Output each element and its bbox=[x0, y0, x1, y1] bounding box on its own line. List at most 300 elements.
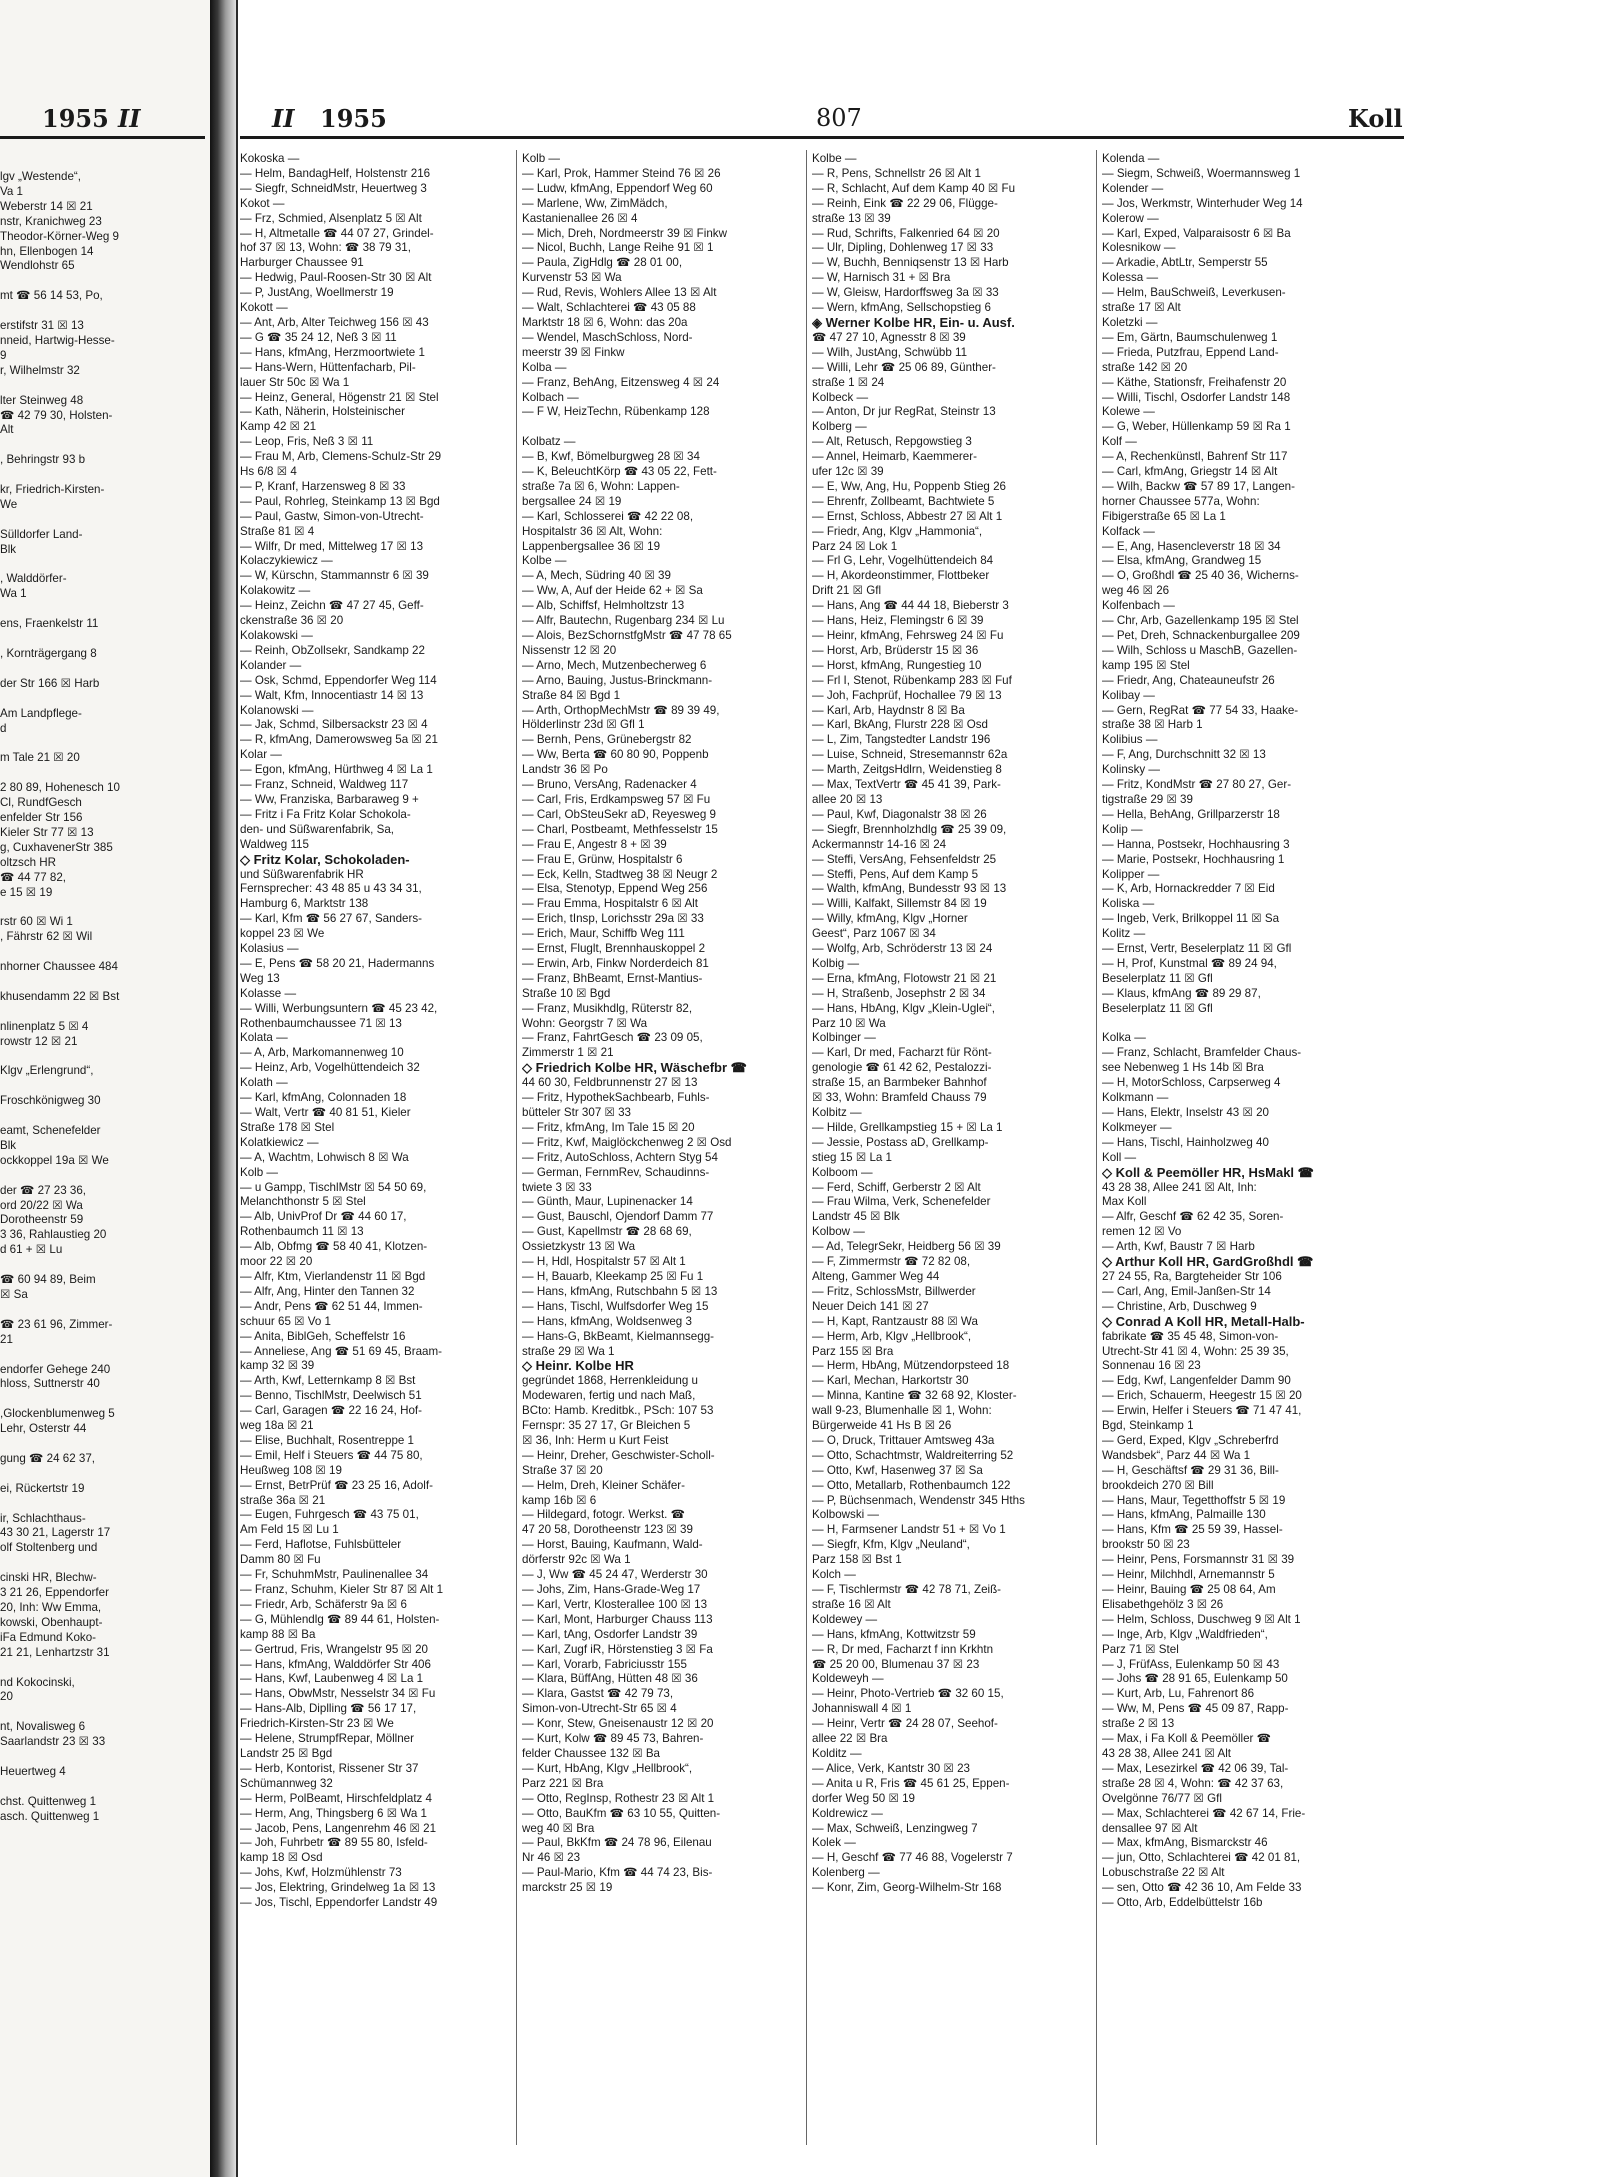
directory-entry-line: brookstr 50 ☒ 23 bbox=[1102, 1538, 1190, 1552]
directory-entry-line: Fernspr: 35 27 17, Gr Bleichen 5 bbox=[522, 1419, 691, 1433]
directory-entry-line: Kolberg — bbox=[812, 420, 867, 434]
directory-entry-line: — K, Arb, Hornackredder 7 ☒ Eid bbox=[1102, 882, 1275, 896]
directory-entry-line: Kolka — bbox=[1102, 1031, 1146, 1045]
directory-entry-line bbox=[0, 662, 205, 677]
directory-entry-line: — Hans-G, BkBeamt, Kielmannsegg- bbox=[522, 1329, 715, 1343]
right-page bbox=[236, 0, 1600, 2177]
directory-entry-line: Sülldorfer Land- bbox=[0, 527, 83, 541]
directory-entry-line: — Elsa, Stenotyp, Eppend Weg 256 bbox=[522, 882, 708, 896]
directory-entry-line: lauer Str 50c ☒ Wa 1 bbox=[240, 375, 350, 389]
directory-column-1 bbox=[240, 152, 510, 2142]
directory-entry-line: — Reinh, Eink ☎ 22 29 06, Flügge- bbox=[812, 196, 998, 210]
directory-entry-line: Johanniswall 4 ☒ 1 bbox=[812, 1702, 912, 1716]
directory-column-4 bbox=[1102, 152, 1372, 2142]
directory-entry-line: — Gertrud, Fris, Wrangelstr 95 ☒ 20 bbox=[240, 1642, 429, 1656]
directory-entry-line: Kamp 42 ☒ 21 bbox=[240, 420, 317, 434]
directory-entry-line: Bürgerweide 41 Hs B ☒ 26 bbox=[812, 1419, 952, 1433]
directory-entry-line: Kolfenbach — bbox=[1102, 599, 1175, 613]
directory-entry-line: Marktstr 18 ☒ 6, Wohn: das 20a bbox=[522, 315, 688, 329]
directory-entry-line: 43 30 21, Lagerstr 17 bbox=[0, 1526, 111, 1540]
directory-entry-line: Lappenbergsallee 36 ☒ 19 bbox=[522, 539, 661, 553]
directory-entry-line: ei, Rückertstr 19 bbox=[0, 1481, 85, 1495]
directory-entry-line: — Walt, Vertr ☎ 40 81 51, Kieler bbox=[240, 1106, 411, 1119]
directory-entry-line: Kolb — bbox=[522, 152, 561, 165]
directory-entry-line: — Gust, Kapellmstr ☎ 28 68 69, bbox=[522, 1225, 692, 1239]
directory-entry-line: — Carl, kfmAng, Griegstr 14 ☒ Alt bbox=[1102, 465, 1278, 479]
directory-entry-line bbox=[0, 1169, 205, 1184]
directory-entry-line: Beselerplatz 11 ☒ Gfl bbox=[1102, 971, 1213, 985]
directory-entry-line: remen 12 ☒ Vo bbox=[1102, 1225, 1182, 1239]
directory-entry-line: — Inge, Arb, Klgv „Waldfrieden“, bbox=[1102, 1627, 1268, 1641]
directory-entry-line: — Rud, Schrifts, Falkenried 64 ☒ 20 bbox=[812, 226, 1000, 240]
directory-entry-line: nlinenplatz 5 ☒ 4 bbox=[0, 1019, 89, 1033]
directory-entry-line: meerstr 39 ☒ Finkw bbox=[522, 345, 625, 359]
directory-entry-line: chst. Quittenweg 1 bbox=[0, 1794, 97, 1808]
directory-entry-line: Parz 221 ☒ Bra bbox=[522, 1776, 604, 1790]
directory-entry-line: — Siegfr, Kfm, Klgv „Neuland“, bbox=[812, 1538, 970, 1552]
directory-entry-line: Kolba — bbox=[522, 360, 567, 374]
directory-entry-line bbox=[0, 1497, 205, 1512]
directory-entry-line: Hospitalstr 36 ☒ Alt, Wohn: bbox=[522, 524, 663, 538]
directory-column-2 bbox=[522, 152, 792, 2142]
directory-entry-line: Utrecht-Str 41 ☒ 4, Wohn: 25 39 35, bbox=[1102, 1344, 1289, 1358]
directory-entry-line: — Heinr, kfmAng, Fehrsweg 24 ☒ Fu bbox=[812, 629, 1004, 642]
directory-entry-line: oltzsch HR bbox=[0, 855, 57, 869]
directory-entry-line: allee 20 ☒ 13 bbox=[812, 792, 883, 806]
left-page-column bbox=[0, 170, 205, 2130]
directory-entry-line: — Edg, Kwf, Langenfelder Damm 90 bbox=[1102, 1374, 1291, 1388]
directory-entry-line: — Jacob, Pens, Langenrehm 46 ☒ 21 bbox=[240, 1821, 437, 1835]
directory-entry-line: — Karl, Zugf iR, Hörstenstieg 3 ☒ Fa bbox=[522, 1642, 713, 1656]
directory-entry-line bbox=[0, 1437, 205, 1452]
directory-entry-line: — Paul, Gastw, Simon-von-Utrecht- bbox=[240, 509, 424, 523]
directory-entry-line: — Jak, Schmd, Silbersackstr 23 ☒ 4 bbox=[240, 718, 428, 732]
right-header-rule bbox=[240, 136, 1404, 139]
directory-entry-line: — Minna, Kantine ☎ 32 68 92, Kloster- bbox=[812, 1389, 1017, 1403]
directory-entry-line: — u Gampp, TischlMstr ☒ 54 50 69, bbox=[240, 1180, 427, 1194]
directory-entry-line: — Ferd, Schiff, Gerberstr 2 ☒ Alt bbox=[812, 1180, 981, 1194]
directory-entry-line: 20, Inh: Ww Emma, bbox=[0, 1601, 102, 1614]
directory-entry-line: — Jos, Elektring, Grindelweg 1a ☒ 13 bbox=[240, 1881, 436, 1895]
directory-entry-line: Heuertweg 4 bbox=[0, 1764, 66, 1778]
directory-entry-line: — Ernst, BetrPrüf ☎ 23 25 16, Adolf- bbox=[240, 1478, 433, 1492]
directory-entry-line: — Fritz, AutoSchloss, Achtern Styg 54 bbox=[522, 1150, 718, 1164]
directory-entry-line: bütteler Str 307 ☒ 33 bbox=[522, 1106, 632, 1119]
directory-entry-line: Weg 13 bbox=[240, 971, 280, 985]
directory-entry-line: — Fritz i Fa Fritz Kolar Schokola- bbox=[240, 807, 411, 821]
directory-entry-line: — Johs, Zim, Hans-Grade-Weg 17 bbox=[522, 1583, 701, 1596]
directory-entry-line: Landstr 25 ☒ Bgd bbox=[240, 1746, 333, 1760]
directory-entry-line: — Hans, Maur, Tegetthoffstr 5 ☒ 19 bbox=[1102, 1493, 1286, 1507]
directory-entry-line: — Heinr, Pens, Forsmannstr 31 ☒ 39 bbox=[1102, 1553, 1295, 1567]
directory-entry-line: Geest“, Parz 1067 ☒ 34 bbox=[812, 927, 936, 941]
directory-entry-line: — Siegfr, SchneidMstr, Heuertweg 3 bbox=[240, 181, 427, 195]
directory-entry-line: — Hans, Kwf, Laubenweg 4 ☒ La 1 bbox=[240, 1672, 424, 1686]
directory-entry-line: weg 18a ☒ 21 bbox=[240, 1419, 314, 1433]
directory-entry-line: schuur 65 ☒ Vo 1 bbox=[240, 1314, 331, 1328]
directory-entry-line: ◇ Heinr. Kolbe HR bbox=[522, 1358, 634, 1374]
directory-entry-line: — Hans, Heiz, Flemingstr 6 ☒ 39 bbox=[812, 614, 984, 628]
directory-entry-line bbox=[0, 602, 205, 617]
directory-entry-line: Simon-von-Utrecht-Str 65 ☒ 4 bbox=[522, 1702, 677, 1716]
directory-entry-line: endorfer Gehege 240 bbox=[0, 1362, 111, 1376]
directory-entry-line: — Alb, Schiffsf, Helmholtzstr 13 bbox=[522, 599, 685, 613]
directory-entry-line: 43 28 38, Allee 241 ☒ Alt bbox=[1102, 1746, 1232, 1760]
directory-entry-line: nd Kokocinski, bbox=[0, 1675, 75, 1689]
directory-entry-line: — Alb, UnivProf Dr ☎ 44 60 17, bbox=[240, 1210, 407, 1224]
directory-entry-line: — Erich, Schauerm, Heegestr 15 ☒ 20 bbox=[1102, 1389, 1302, 1403]
directory-entry-line: Rothenbaumch 11 ☒ 13 bbox=[240, 1225, 364, 1239]
directory-entry-line: — Horst, Bauing, Kaufmann, Wald- bbox=[522, 1538, 703, 1552]
directory-entry-line: Kolender — bbox=[1102, 181, 1164, 195]
directory-entry-line: — W, Kürschn, Stammannstr 6 ☒ 39 bbox=[240, 569, 429, 583]
directory-entry-line: — Karl, Exped, Valparaisostr 6 ☒ Ba bbox=[1102, 226, 1291, 240]
directory-entry-line: kamp 32 ☒ 39 bbox=[240, 1359, 315, 1373]
directory-entry-line: Kolbe — bbox=[522, 554, 567, 568]
directory-entry-line: — Walth, kfmAng, Bundesstr 93 ☒ 13 bbox=[812, 882, 1007, 896]
directory-entry-line: — R, Schlacht, Auf dem Kamp 40 ☒ Fu bbox=[812, 181, 1016, 195]
directory-entry-line: — J, Ww ☎ 45 24 47, Werderstr 30 bbox=[522, 1568, 708, 1582]
directory-entry-line: — Nicol, Buchh, Lange Reihe 91 ☒ 1 bbox=[522, 241, 714, 255]
directory-entry-line: — Jessie, Postass aD, Grellkamp- bbox=[812, 1135, 989, 1149]
directory-entry-line: Kolbeck — bbox=[812, 390, 869, 404]
directory-entry-line: — Jos, Tischl, Eppendorfer Landstr 49 bbox=[240, 1896, 438, 1910]
directory-entry-line: — Hans, Tischl, Wulfsdorfer Weg 15 bbox=[522, 1299, 709, 1313]
directory-entry-line: — Ernst, Fluglt, Brennhauskoppel 2 bbox=[522, 942, 706, 956]
directory-entry-line: — Frau Wilma, Verk, Schenefelder bbox=[812, 1195, 991, 1209]
directory-entry-line: — Siegfr, Brennholzhdlg ☎ 25 39 09, bbox=[812, 822, 1007, 836]
directory-entry-line: moor 22 ☒ 20 bbox=[240, 1255, 313, 1269]
column-divider bbox=[806, 150, 807, 2145]
directory-entry-line bbox=[0, 1049, 205, 1064]
directory-entry-line: Kolata — bbox=[240, 1031, 288, 1045]
directory-entry-line: Kolanowski — bbox=[240, 703, 314, 717]
directory-entry-line: — Helm, Schloss, Duschweg 9 ☒ Alt 1 bbox=[1102, 1612, 1301, 1626]
directory-entry-line: Kolenda — bbox=[1102, 152, 1160, 165]
directory-entry-line: — Ferd, Haflotse, Fuhlsbütteler bbox=[240, 1538, 402, 1552]
directory-entry-line: — Heinz, Zeichn ☎ 47 27 45, Geff- bbox=[240, 599, 424, 613]
directory-entry-line: — P, Kranf, Harzensweg 8 ☒ 33 bbox=[240, 479, 406, 493]
directory-entry-line: — Friedr, Ang, Klgv „Hammonia“, bbox=[812, 524, 983, 538]
directory-entry-line: ☒ Sa bbox=[0, 1287, 28, 1301]
directory-entry-line: — Carl, Ang, Emil-Janßen-Str 14 bbox=[1102, 1284, 1271, 1298]
directory-entry-line bbox=[0, 736, 205, 751]
directory-entry-line: Neuer Deich 141 ☒ 27 bbox=[812, 1299, 929, 1313]
directory-entry-line: Kolakowski — bbox=[240, 629, 313, 642]
directory-entry-line: — H, Hdl, Hospitalstr 57 ☒ Alt 1 bbox=[522, 1255, 686, 1269]
directory-entry-line: Kolewe — bbox=[1102, 405, 1155, 419]
directory-entry-line: stieg 15 ☒ La 1 bbox=[812, 1150, 893, 1164]
directory-entry-line: — Frieda, Putzfrau, Eppend Land- bbox=[1102, 345, 1279, 359]
directory-entry-line: — Helene, StrumpfRepar, Möllner bbox=[240, 1732, 414, 1746]
directory-entry-line: Kolek — bbox=[812, 1836, 856, 1850]
directory-entry-line: 21 bbox=[0, 1332, 13, 1346]
directory-entry-line: straße 1 ☒ 24 bbox=[812, 375, 885, 389]
directory-entry-line: Wa 1 bbox=[0, 587, 27, 601]
directory-entry-line: — Hans, HbAng, Klgv „Klein-Uglei“, bbox=[812, 1001, 995, 1015]
directory-entry-line: asch. Quittenweg 1 bbox=[0, 1809, 100, 1823]
directory-entry-line: — Fr, SchuhmMstr, Paulinenallee 34 bbox=[240, 1568, 429, 1582]
directory-entry-line: — Franz, Musikhdlg, Rüterstr 82, bbox=[522, 1001, 693, 1015]
directory-entry-line: — Hilde, Grellkampstieg 15 + ☒ La 1 bbox=[812, 1120, 1003, 1134]
directory-entry-line: — Anton, Dr jur RegRat, Steinstr 13 bbox=[812, 405, 996, 419]
directory-entry-line: — Käthe, Stationsfr, Freihafenstr 20 bbox=[1102, 375, 1287, 389]
directory-entry-line: Hölderlinstr 23d ☒ Gfl 1 bbox=[522, 718, 645, 732]
directory-entry-line: ,Glockenblumenweg 5 bbox=[0, 1407, 115, 1421]
directory-entry-line: Straße 37 ☒ 20 bbox=[522, 1463, 603, 1477]
directory-entry-line: straße 17 ☒ Alt bbox=[1102, 301, 1181, 315]
directory-entry-line: cinski HR, Blechw- bbox=[0, 1571, 97, 1585]
directory-entry-line: Alteng, Gammer Weg 44 bbox=[812, 1269, 940, 1283]
directory-entry-line: — Frl G, Lehr, Vogelhüttendeich 84 bbox=[812, 554, 994, 568]
directory-entry-line: ufer 12c ☒ 39 bbox=[812, 465, 884, 479]
directory-entry-line: — Hans, Kfm ☎ 25 59 39, Hassel- bbox=[1102, 1523, 1283, 1537]
directory-entry-line: — Egon, kfmAng, Hürthweg 4 ☒ La 1 bbox=[240, 763, 433, 777]
directory-entry-line: We bbox=[0, 497, 18, 511]
directory-entry-line: — Wolfg, Arb, Schröderstr 13 ☒ 24 bbox=[812, 942, 993, 956]
directory-entry-line: allee 22 ☒ Bra bbox=[812, 1732, 888, 1746]
directory-entry-line: , Fährstr 62 ☒ Wil bbox=[0, 930, 93, 944]
directory-entry-line: — Paula, ZigHdlg ☎ 28 01 00, bbox=[522, 256, 683, 270]
directory-entry-line: — Hanna, Postsekr, Hochhausring 3 bbox=[1102, 837, 1290, 851]
directory-entry-line: Fernsprecher: 43 48 85 u 43 34 31, bbox=[240, 882, 422, 896]
directory-entry-line: — H, MotorSchloss, Carpserweg 4 bbox=[1102, 1076, 1281, 1090]
directory-entry-line: — Carl, ObSteuSekr aD, Reyesweg 9 bbox=[522, 807, 716, 821]
directory-entry-line: — Alt, Retusch, Repgowstieg 3 bbox=[812, 435, 972, 449]
directory-entry-line: — Steffi, Pens, Auf dem Kamp 5 bbox=[812, 867, 979, 881]
directory-entry-line: — Carl, Fris, Erdkampsweg 57 ☒ Fu bbox=[522, 792, 711, 806]
directory-entry-line: nt, Novalisweg 6 bbox=[0, 1720, 86, 1734]
directory-entry-line: Kolbitz — bbox=[812, 1106, 862, 1119]
directory-entry-line: — Arkadie, AbtLtr, Semperstr 55 bbox=[1102, 256, 1268, 270]
directory-entry-line: Straße 81 ☒ 4 bbox=[240, 524, 315, 538]
directory-entry-line: — Erich, Maur, Schiffb Weg 111 bbox=[522, 927, 685, 941]
directory-entry-line: — Franz, BhBeamt, Ernst-Mantius- bbox=[522, 971, 703, 985]
directory-entry-line: straße 13 ☒ 39 bbox=[812, 211, 891, 225]
directory-entry-line: — Elsa, kfmAng, Grandweg 15 bbox=[1102, 554, 1262, 568]
directory-entry-line: — Elise, Buchhalt, Rosentreppe 1 bbox=[240, 1433, 415, 1447]
directory-entry-line: — Charl, Postbeamt, Methfesselstr 15 bbox=[522, 822, 718, 836]
directory-entry-line: lter Steinweg 48 bbox=[0, 393, 84, 407]
directory-entry-line: — Karl, Dr med, Facharzt für Rönt- bbox=[812, 1046, 992, 1060]
page-number: 807 bbox=[816, 104, 862, 132]
directory-entry-line: r, Wilhelmstr 32 bbox=[0, 363, 80, 377]
directory-entry-line: densallee 97 ☒ Alt bbox=[1102, 1821, 1198, 1835]
directory-entry-line: — Heinz, General, Högenstr 21 ☒ Stel bbox=[240, 390, 439, 404]
directory-entry-line: Kolenberg — bbox=[812, 1866, 880, 1880]
directory-entry-line: kr, Friedrich-Kirsten- bbox=[0, 483, 105, 497]
directory-entry-line: mt ☎ 56 14 53, Po, bbox=[0, 289, 103, 303]
directory-entry-line: — Hans, Ang ☎ 44 44 18, Bieberstr 3 bbox=[812, 599, 1009, 613]
directory-entry-line: — Fritz, HypothekSachbearb, Fuhls- bbox=[522, 1091, 710, 1105]
directory-entry-line: — Kurt, Arb, Lu, Fahrenort 86 bbox=[1102, 1687, 1255, 1701]
directory-entry-line: — Chr, Arb, Gazellenkamp 195 ☒ Stel bbox=[1102, 614, 1299, 628]
directory-entry-line: — H, Straßenb, Josephstr 2 ☒ 34 bbox=[812, 986, 986, 1000]
directory-entry-line: — Herm, PolBeamt, Hirschfeldplatz 4 bbox=[240, 1791, 433, 1805]
directory-entry-line: Kolasse — bbox=[240, 986, 297, 1000]
directory-entry-line: — Konr, Stew, Gneisenaustr 12 ☒ 20 bbox=[522, 1717, 714, 1731]
directory-entry-line: Kolasius — bbox=[240, 942, 299, 956]
directory-entry-line: — sen, Otto ☎ 42 36 10, Am Felde 33 bbox=[1102, 1881, 1302, 1895]
directory-entry-line: — Wendel, MaschSchloss, Nord- bbox=[522, 330, 693, 344]
directory-entry-line bbox=[0, 945, 205, 960]
directory-entry-line: — Franz, FahrtGesch ☎ 23 09 05, bbox=[522, 1031, 703, 1045]
directory-entry-line: — Karl, Vertr, Klosterallee 100 ☒ 13 bbox=[522, 1597, 708, 1611]
directory-entry-line: nhorner Chaussee 484 bbox=[0, 960, 118, 974]
directory-entry-line: — Marth, ZeitgsHdlrn, Weidenstieg 8 bbox=[812, 763, 1002, 777]
directory-entry-line: — Fritz, KondMstr ☎ 27 80 27, Ger- bbox=[1102, 778, 1292, 792]
directory-entry-line: — W, Harnisch 31 + ☒ Bra bbox=[812, 271, 951, 285]
directory-entry-line: — Frau E, Grünw, Hospitalstr 6 bbox=[522, 852, 683, 866]
directory-entry-line bbox=[0, 1079, 205, 1094]
directory-entry-line: — Ant, Arb, Alter Teichweg 156 ☒ 43 bbox=[240, 315, 429, 329]
directory-entry-line: — Alois, BezSchornstfgMstr ☎ 47 78 65 bbox=[522, 629, 732, 642]
directory-entry-line: — A, Arb, Markomannenweg 10 bbox=[240, 1046, 404, 1060]
directory-entry-line: — Eck, Kelln, Stadtweg 38 ☒ Neugr 2 bbox=[522, 867, 718, 881]
directory-entry-line: — Fritz, Kwf, Maiglöckchenweg 2 ☒ Osd bbox=[522, 1135, 732, 1149]
directory-entry-line: Kolbatz — bbox=[522, 435, 576, 449]
directory-entry-line: Kolkmann — bbox=[1102, 1091, 1169, 1105]
directory-entry-line: — Karl, Arb, Haydnstr 8 ☒ Ba bbox=[812, 703, 965, 717]
directory-entry-line: , Walddörfer- bbox=[0, 572, 67, 586]
directory-entry-line: den- und Süßwarenfabrik, Sa, bbox=[240, 822, 395, 836]
column-divider bbox=[516, 150, 517, 2145]
directory-entry-line: fabrikate ☎ 35 45 48, Simon-von- bbox=[1102, 1329, 1279, 1343]
directory-entry-line: — Max, TextVertr ☎ 45 41 39, Park- bbox=[812, 778, 1001, 792]
directory-entry-line: ☎ 25 20 00, Blumenau 37 ☒ 23 bbox=[812, 1657, 980, 1671]
directory-entry-line: — Frau E, Angestr 8 + ☒ 39 bbox=[522, 837, 667, 851]
directory-entry-line bbox=[0, 468, 205, 483]
directory-entry-line bbox=[0, 1467, 205, 1482]
directory-entry-line: koppel 23 ☒ We bbox=[240, 927, 325, 941]
directory-entry-line: kowski, Obenhaupt- bbox=[0, 1615, 103, 1629]
directory-entry-line: Ackermannstr 14-16 ☒ 24 bbox=[812, 837, 947, 851]
directory-entry-line: — Emil, Helf i Steuers ☎ 44 75 80, bbox=[240, 1448, 423, 1462]
directory-entry-line: — Ludw, kfmAng, Eppendorf Weg 60 bbox=[522, 181, 713, 195]
directory-entry-line: Va 1 bbox=[0, 184, 23, 198]
left-page bbox=[0, 0, 210, 2177]
directory-entry-line: felder Chaussee 132 ☒ Ba bbox=[522, 1746, 661, 1760]
directory-entry-line: — Herb, Kontorist, Rissener Str 37 bbox=[240, 1761, 419, 1775]
directory-entry-line: weg 46 ☒ 26 bbox=[1102, 584, 1170, 598]
directory-entry-line: 44 60 30, Feldbrunnenstr 27 ☒ 13 bbox=[522, 1076, 698, 1090]
directory-entry-line: — H, Kapt, Rantzaustr 88 ☒ Wa bbox=[812, 1314, 978, 1328]
directory-entry-line: — Wilh, Backw ☎ 57 89 17, Langen- bbox=[1102, 479, 1295, 493]
directory-entry-line bbox=[0, 766, 205, 781]
directory-entry-line: 20 bbox=[0, 1690, 13, 1704]
directory-entry-line: — Franz, Schuhm, Kieler Str 87 ☒ Alt 1 bbox=[240, 1583, 444, 1596]
directory-entry-line: — A, Wachtm, Lohwisch 8 ☒ Wa bbox=[240, 1150, 409, 1164]
directory-entry-line: — Wilfr, Dr med, Mittelweg 17 ☒ 13 bbox=[240, 539, 424, 553]
directory-entry-line: Kolinsky — bbox=[1102, 763, 1160, 777]
directory-entry-line: Kolander — bbox=[240, 658, 302, 672]
directory-entry-line: — R, kfmAng, Damerowsweg 5a ☒ 21 bbox=[240, 733, 438, 747]
directory-entry-line: 27 24 55, Ra, Bargteheider Str 106 bbox=[1102, 1269, 1282, 1283]
directory-entry-line: iFa Edmund Koko- bbox=[0, 1630, 97, 1644]
directory-entry-line: — Ernst, Schloss, Abbestr 27 ☒ Alt 1 bbox=[812, 509, 1003, 523]
directory-entry-line bbox=[0, 1392, 205, 1407]
directory-entry-line: — Karl, Vorarb, Fabriciusstr 155 bbox=[522, 1657, 687, 1671]
directory-entry-line: 21 21, Lenhartzstr 31 bbox=[0, 1645, 110, 1659]
directory-entry-line: Kolbig — bbox=[812, 956, 860, 970]
directory-entry-line: ☎ 44 77 82, bbox=[0, 870, 67, 884]
directory-entry-line: ◇ Friedrich Kolbe HR, Wäschefbr ☎ bbox=[522, 1060, 747, 1076]
directory-entry-line: Heußweg 108 ☒ 19 bbox=[240, 1463, 342, 1477]
directory-entry-line: — Frau M, Arb, Clemens-Schulz-Str 29 bbox=[240, 450, 442, 464]
directory-entry-line: — E, Ang, Hasencleverstr 18 ☒ 34 bbox=[1102, 539, 1281, 553]
directory-entry-line: — Arth, Kwf, Letternkamp 8 ☒ Bst bbox=[240, 1374, 416, 1388]
directory-entry-line: twiete 3 ☒ 33 bbox=[522, 1180, 592, 1194]
directory-entry-line: — F, Tischlermstr ☎ 42 78 71, Zeiß- bbox=[812, 1583, 1002, 1596]
directory-entry-line: — Franz, BehAng, Eitzensweg 4 ☒ 24 bbox=[522, 375, 720, 389]
directory-entry-line: — Willi, Kalfakt, Sillemstr 84 ☒ 19 bbox=[812, 897, 987, 911]
directory-entry-line: Bgd, Steinkamp 1 bbox=[1102, 1419, 1194, 1433]
directory-entry-line: — H, Farmsener Landstr 51 + ☒ Vo 1 bbox=[812, 1523, 1006, 1537]
directory-entry-line: horner Chaussee 577a, Wohn: bbox=[1102, 494, 1260, 508]
directory-entry-line: Schümannweg 32 bbox=[240, 1776, 333, 1790]
directory-entry-line: gegründet 1868, Herrenkleidung u bbox=[522, 1374, 698, 1388]
directory-entry-line: Kolatkiewicz — bbox=[240, 1135, 319, 1149]
directory-entry-line: Fibigerstraße 65 ☒ La 1 bbox=[1102, 509, 1226, 523]
directory-entry-line: Kolboom — bbox=[812, 1165, 873, 1179]
directory-entry-line: , Kornträgergang 8 bbox=[0, 647, 97, 660]
directory-entry-line: 3 36, Rahlaustieg 20 bbox=[0, 1228, 107, 1242]
directory-entry-line: — Christine, Arb, Duschweg 9 bbox=[1102, 1299, 1257, 1313]
right-header-year: 1955 bbox=[320, 104, 387, 133]
directory-entry-line: — Helm, BauSchweiß, Leverkusen- bbox=[1102, 286, 1286, 300]
directory-entry-line: — Karl, tAng, Osdorfer Landstr 39 bbox=[522, 1627, 698, 1641]
directory-entry-line: — Erwin, Arb, Finkw Norderdeich 81 bbox=[522, 956, 709, 970]
directory-entry-line: — Luise, Schneid, Stresemannstr 62a bbox=[812, 748, 1008, 762]
directory-entry-line: — Herm, Arb, Klgv „Hellbrook“, bbox=[812, 1329, 972, 1343]
directory-entry-line: — Anita, BiblGeh, Scheffelstr 16 bbox=[240, 1329, 406, 1343]
directory-entry-line: Kolbow — bbox=[812, 1225, 865, 1239]
directory-entry-line: — Karl, Mont, Harburger Chauss 113 bbox=[522, 1612, 713, 1626]
directory-entry-line: — Friedr, Arb, Schäferstr 9a ☒ 6 bbox=[240, 1597, 407, 1611]
directory-entry-line: Kolbe — bbox=[812, 152, 857, 165]
directory-entry-line: hloss, Suttnerstr 40 bbox=[0, 1377, 100, 1391]
directory-entry-line: Kolbowski — bbox=[812, 1508, 880, 1522]
directory-entry-line: Kolb — bbox=[240, 1165, 279, 1179]
directory-entry-line: — W, Gleisw, Hardorffsweg 3a ☒ 33 bbox=[812, 286, 999, 300]
directory-entry-line bbox=[0, 274, 205, 289]
directory-entry-line: — Paul-Mario, Kfm ☎ 44 74 23, Bis- bbox=[522, 1866, 713, 1880]
directory-entry-line: hof 37 ☒ 13, Wohn: ☎ 38 79 31, bbox=[240, 241, 411, 255]
directory-entry-line: — Hella, BehAng, Grillparzerstr 18 bbox=[1102, 807, 1280, 821]
directory-entry-line: — Max, i Fa Koll & Peemöller ☎ bbox=[1102, 1732, 1272, 1746]
directory-entry-line: ord 20/22 ☒ Wa bbox=[0, 1198, 83, 1212]
directory-entry-line: — Erich, tInsp, Lorichsstr 29a ☒ 33 bbox=[522, 912, 704, 926]
directory-entry-line: — Horst, kfmAng, Rungestieg 10 bbox=[812, 658, 982, 672]
directory-entry-line: — Eugen, Fuhrgesch ☎ 43 75 01, bbox=[240, 1508, 419, 1522]
directory-entry-line: — Karl, Mechan, Harkortstr 30 bbox=[812, 1374, 969, 1388]
directory-entry-line: — Joh, Fachprüf, Hochallee 79 ☒ 13 bbox=[812, 688, 1002, 702]
directory-entry-line: — Willi, Lehr ☎ 25 06 89, Günther- bbox=[812, 360, 996, 374]
directory-entry-line: — Ernst, Vertr, Beselerplatz 11 ☒ Gfl bbox=[1102, 942, 1292, 956]
directory-entry-line: — Wern, kfmAng, Sellschopstieg 6 bbox=[812, 301, 991, 315]
directory-entry-line: — Wilh, Schloss u MaschB, Gazellen- bbox=[1102, 643, 1298, 657]
directory-entry-line: — W, Buchh, Benniqsenstr 13 ☒ Harb bbox=[812, 256, 1009, 270]
directory-entry-line: Kolf — bbox=[1102, 435, 1137, 449]
directory-entry-line bbox=[522, 420, 792, 435]
directory-entry-line: — Max, kfmAng, Bismarckstr 46 bbox=[1102, 1836, 1268, 1850]
directory-entry-line: Weberstr 14 ☒ 21 bbox=[0, 199, 93, 213]
directory-entry-line: Damm 80 ☒ Fu bbox=[240, 1553, 321, 1567]
directory-entry-line: Koldewey — bbox=[812, 1612, 878, 1626]
directory-entry-line: — Arth, Kwf, Baustr 7 ☒ Harb bbox=[1102, 1240, 1255, 1254]
directory-entry-line: nneid, Hartwig-Hesse- bbox=[0, 333, 115, 347]
directory-entry-line: 9 bbox=[0, 348, 7, 362]
